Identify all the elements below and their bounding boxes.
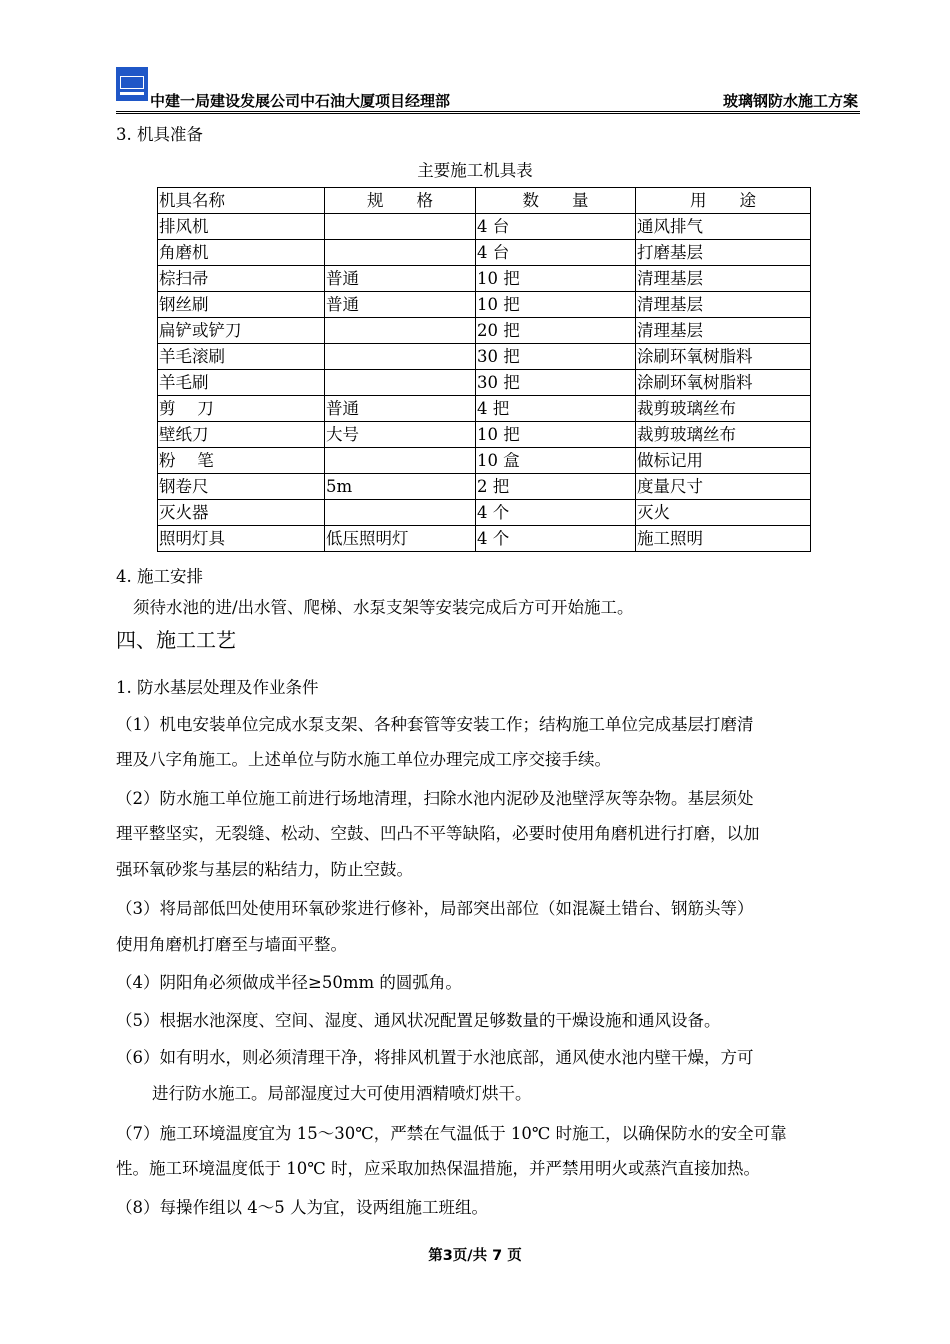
cell-qty: 4 个 xyxy=(476,500,636,526)
cell-spec xyxy=(325,318,476,344)
table-row xyxy=(158,500,811,526)
cell-spec: 普通 xyxy=(325,266,476,292)
table-row xyxy=(158,344,811,370)
paragraph-line: （6）如有明水，则必须清理干净，将排风机置于水池底部，通风使水池内壁干燥，方可 xyxy=(116,1048,754,1067)
table-row xyxy=(158,448,811,474)
section-4-heading: 4. 施工安排 xyxy=(116,567,203,586)
cell-use: 裁剪玻璃丝布 xyxy=(636,396,811,422)
logo-bar xyxy=(120,92,144,95)
cell-spec xyxy=(325,344,476,370)
equipment-table xyxy=(157,187,811,552)
cell-name: 扁铲或铲刀 xyxy=(158,318,325,344)
header-cell-qty: 数 量 xyxy=(476,188,636,214)
table-body xyxy=(158,214,811,552)
table-caption: 主要施工机具表 xyxy=(417,161,533,180)
cell-qty: 10 盒 xyxy=(476,448,636,474)
paragraph-line: 使用角磨机打磨至与墙面平整。 xyxy=(116,935,347,954)
cell-use: 涂刷环氧树脂料 xyxy=(636,370,811,396)
header-divider xyxy=(116,111,860,114)
cell-name: 剪 刀 xyxy=(158,396,325,422)
table-row xyxy=(158,214,811,240)
cell-use: 清理基层 xyxy=(636,266,811,292)
cell-qty: 2 把 xyxy=(476,474,636,500)
cell-use: 度量尺寸 xyxy=(636,474,811,500)
cell-spec xyxy=(325,500,476,526)
cell-use: 打磨基层 xyxy=(636,240,811,266)
cell-spec: 普通 xyxy=(325,292,476,318)
table-header-row xyxy=(158,188,811,214)
paragraph-line: 理平整坚实，无裂缝、松动、空鼓、凹凸不平等缺陷，必要时使用角磨机进行打磨，以加 xyxy=(116,824,760,843)
table-row xyxy=(158,396,811,422)
cell-qty: 10 把 xyxy=(476,422,636,448)
cell-qty: 20 把 xyxy=(476,318,636,344)
cell-name: 排风机 xyxy=(158,214,325,240)
cell-name: 照明灯具 xyxy=(158,526,325,552)
cell-name: 羊毛刷 xyxy=(158,370,325,396)
table-row xyxy=(158,292,811,318)
cell-spec xyxy=(325,214,476,240)
header-cell-name: 机具名称 xyxy=(158,188,325,214)
paragraph-line: （2）防水施工单位施工前进行场地清理，扫除水池内泥砂及池壁浮灰等杂物。基层须处 xyxy=(116,789,754,808)
cell-name: 钢丝刷 xyxy=(158,292,325,318)
section-3-heading: 3. 机具准备 xyxy=(116,125,203,144)
table-row xyxy=(158,422,811,448)
cell-spec xyxy=(325,240,476,266)
table-row xyxy=(158,474,811,500)
cell-spec: 低压照明灯 xyxy=(325,526,476,552)
cell-spec: 普通 xyxy=(325,396,476,422)
cell-qty: 4 把 xyxy=(476,396,636,422)
page-number: 第3页/共 7 页 xyxy=(428,1248,522,1264)
paragraph-line: 理及八字角施工。上述单位与防水施工单位办理完成工序交接手续。 xyxy=(116,750,611,769)
paragraph-line: （8）每操作组以 4～5 人为宜，设两组施工班组。 xyxy=(116,1198,488,1217)
cell-qty: 10 把 xyxy=(476,266,636,292)
table-row xyxy=(158,266,811,292)
table-row xyxy=(158,240,811,266)
cell-name: 灭火器 xyxy=(158,500,325,526)
cell-name: 棕扫帚 xyxy=(158,266,325,292)
header-cell-use: 用 途 xyxy=(636,188,811,214)
paragraph-line: 性。施工环境温度低于 10℃ 时，应采取加热保温措施，并严禁用明火或蒸汽直接加热。 xyxy=(116,1159,760,1178)
header-cell-spec: 规 格 xyxy=(325,188,476,214)
paragraph-line: （1）机电安装单位完成水泵支架、各种套管等安装工作；结构施工单位完成基层打磨清 xyxy=(116,715,754,734)
section-4-text: 须待水池的进/出水管、爬梯、水泵支架等安装完成后方可开始施工。 xyxy=(133,598,634,617)
cell-use: 裁剪玻璃丝布 xyxy=(636,422,811,448)
paragraph-line: （3）将局部低凹处使用环氧砂浆进行修补，局部突出部位（如混凝土错台、钢筋头等） xyxy=(116,899,754,918)
paragraph-line: 强环氧砂浆与基层的粘结力，防止空鼓。 xyxy=(116,860,413,879)
cell-use: 通风排气 xyxy=(636,214,811,240)
cell-name: 羊毛滚刷 xyxy=(158,344,325,370)
table-row xyxy=(158,370,811,396)
header-organization: 中建一局建设发展公司中石油大厦项目经理部 xyxy=(150,92,451,110)
cell-qty: 4 台 xyxy=(476,240,636,266)
cell-name: 壁纸刀 xyxy=(158,422,325,448)
cell-spec xyxy=(325,448,476,474)
cell-spec xyxy=(325,370,476,396)
paragraph-line: （7）施工环境温度宜为 15～30℃，严禁在气温低于 10℃ 时施工，以确保防水的安全可靠 xyxy=(116,1124,787,1143)
company-logo xyxy=(116,67,148,101)
table-row xyxy=(158,526,811,552)
cell-use: 做标记用 xyxy=(636,448,811,474)
table-row xyxy=(158,318,811,344)
cell-use: 涂刷环氧树脂料 xyxy=(636,344,811,370)
cell-qty: 30 把 xyxy=(476,370,636,396)
paragraph-line: （4）阴阳角必须做成半径≥50mm 的圆弧角。 xyxy=(116,973,462,992)
cell-use: 施工照明 xyxy=(636,526,811,552)
cell-qty: 30 把 xyxy=(476,344,636,370)
cell-name: 钢卷尺 xyxy=(158,474,325,500)
paragraph-line: 进行防水施工。局部湿度过大可使用酒精喷灯烘干。 xyxy=(152,1084,532,1103)
cell-use: 灭火 xyxy=(636,500,811,526)
cell-name: 粉 笔 xyxy=(158,448,325,474)
logo-frame xyxy=(120,76,144,89)
cell-spec: 5m xyxy=(325,474,476,500)
paragraph-line: （5）根据水池深度、空间、湿度、通风状况配置足够数量的干燥设施和通风设备。 xyxy=(116,1011,721,1030)
cell-qty: 10 把 xyxy=(476,292,636,318)
cell-use: 清理基层 xyxy=(636,292,811,318)
cell-name: 角磨机 xyxy=(158,240,325,266)
subsection-1-heading: 1. 防水基层处理及作业条件 xyxy=(116,678,319,697)
cell-spec: 大号 xyxy=(325,422,476,448)
cell-qty: 4 台 xyxy=(476,214,636,240)
cell-qty: 4 个 xyxy=(476,526,636,552)
chapter-title: 四、施工工艺 xyxy=(116,628,236,652)
cell-use: 清理基层 xyxy=(636,318,811,344)
header-document-title: 玻璃钢防水施工方案 xyxy=(722,92,858,110)
